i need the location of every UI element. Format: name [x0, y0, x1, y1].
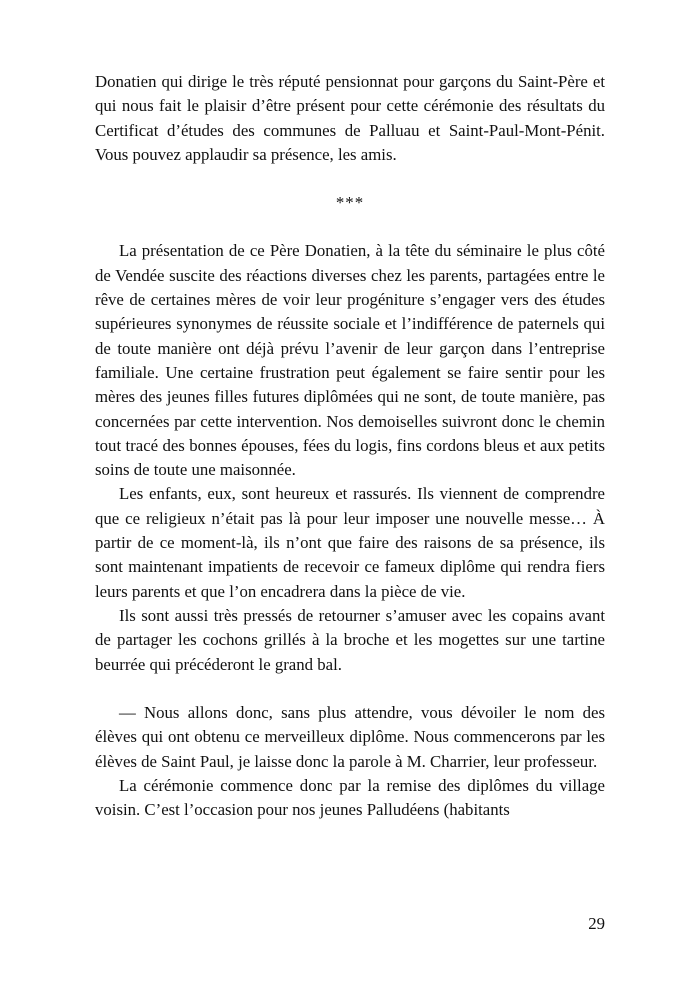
paragraph: La présentation de ce Père Donatien, à la tête du séminaire le plus côté de Vendée suscite des réactions diverses chez les parents, partagées entre le rêve de certaines mères de voir leur progéniture s’engager vers des études supérieures synonymes de réussite sociale et l’indifférence de paternels qui de toute manière ont déjà prévu l’avenir de leur garçon dans l’entreprise familiale. Une certaine frustration peut également se faire sentir pour les mères des jeunes filles futures diplômées qui ne sont, de toute manière, pas concernées par cette intervention. Nos demoiselles suivront donc le chemin tout tracé des bonnes épouses, fées du logis, fins cordons bleus et aux petits soins de toute une maisonnée.: [95, 241, 605, 480]
paragraph-gap: [95, 677, 605, 701]
paragraph-continued: Donatien qui dirige le très réputé pensionnat pour garçons du Saint-Père et qui nous fait le plaisir d’être présent pour cette cérémonie des résultats du Certificat d’études des communes de Palluau et Saint-Paul-Mont-Pénit. Vous pouvez applaudir sa présence, les amis.: [95, 72, 605, 164]
page-number: 29: [588, 914, 605, 933]
paragraph: Ils sont aussi très pressés de retourner s’amuser avec les copains avant de partager les cochons grillés à la broche et les mogettes sur une tartine beurrée qui précéderont le grand bal.: [95, 605, 605, 674]
paragraph: La cérémonie commence donc par la remise des diplômes du village voisin. C’est l’occasion pour nos jeunes Palludéens (habitants: [95, 776, 605, 820]
section-separator: ***: [335, 193, 365, 213]
dialogue-paragraph: — Nous allons donc, sans plus attendre, vous dévoiler le nom des élèves qui ont obtenu ce merveilleux diplôme. Nous commencerons par les élèves de Saint Paul, je laisse donc la parole à M. Charrier, leur professeur.: [95, 703, 605, 771]
page-body: [95, 70, 605, 823]
paragraph: Les enfants, eux, sont heureux et rassurés. Ils viennent de comprendre que ce religieux n’était pas là pour leur imposer une nouvelle messe… À partir de ce moment-là, ils n’ont que faire des raisons de sa présence, ils sont maintenant impatients de recevoir ce fameux diplôme qui rendra fiers leurs parents et que l’on encadrera dans la pièce de vie.: [95, 484, 605, 601]
